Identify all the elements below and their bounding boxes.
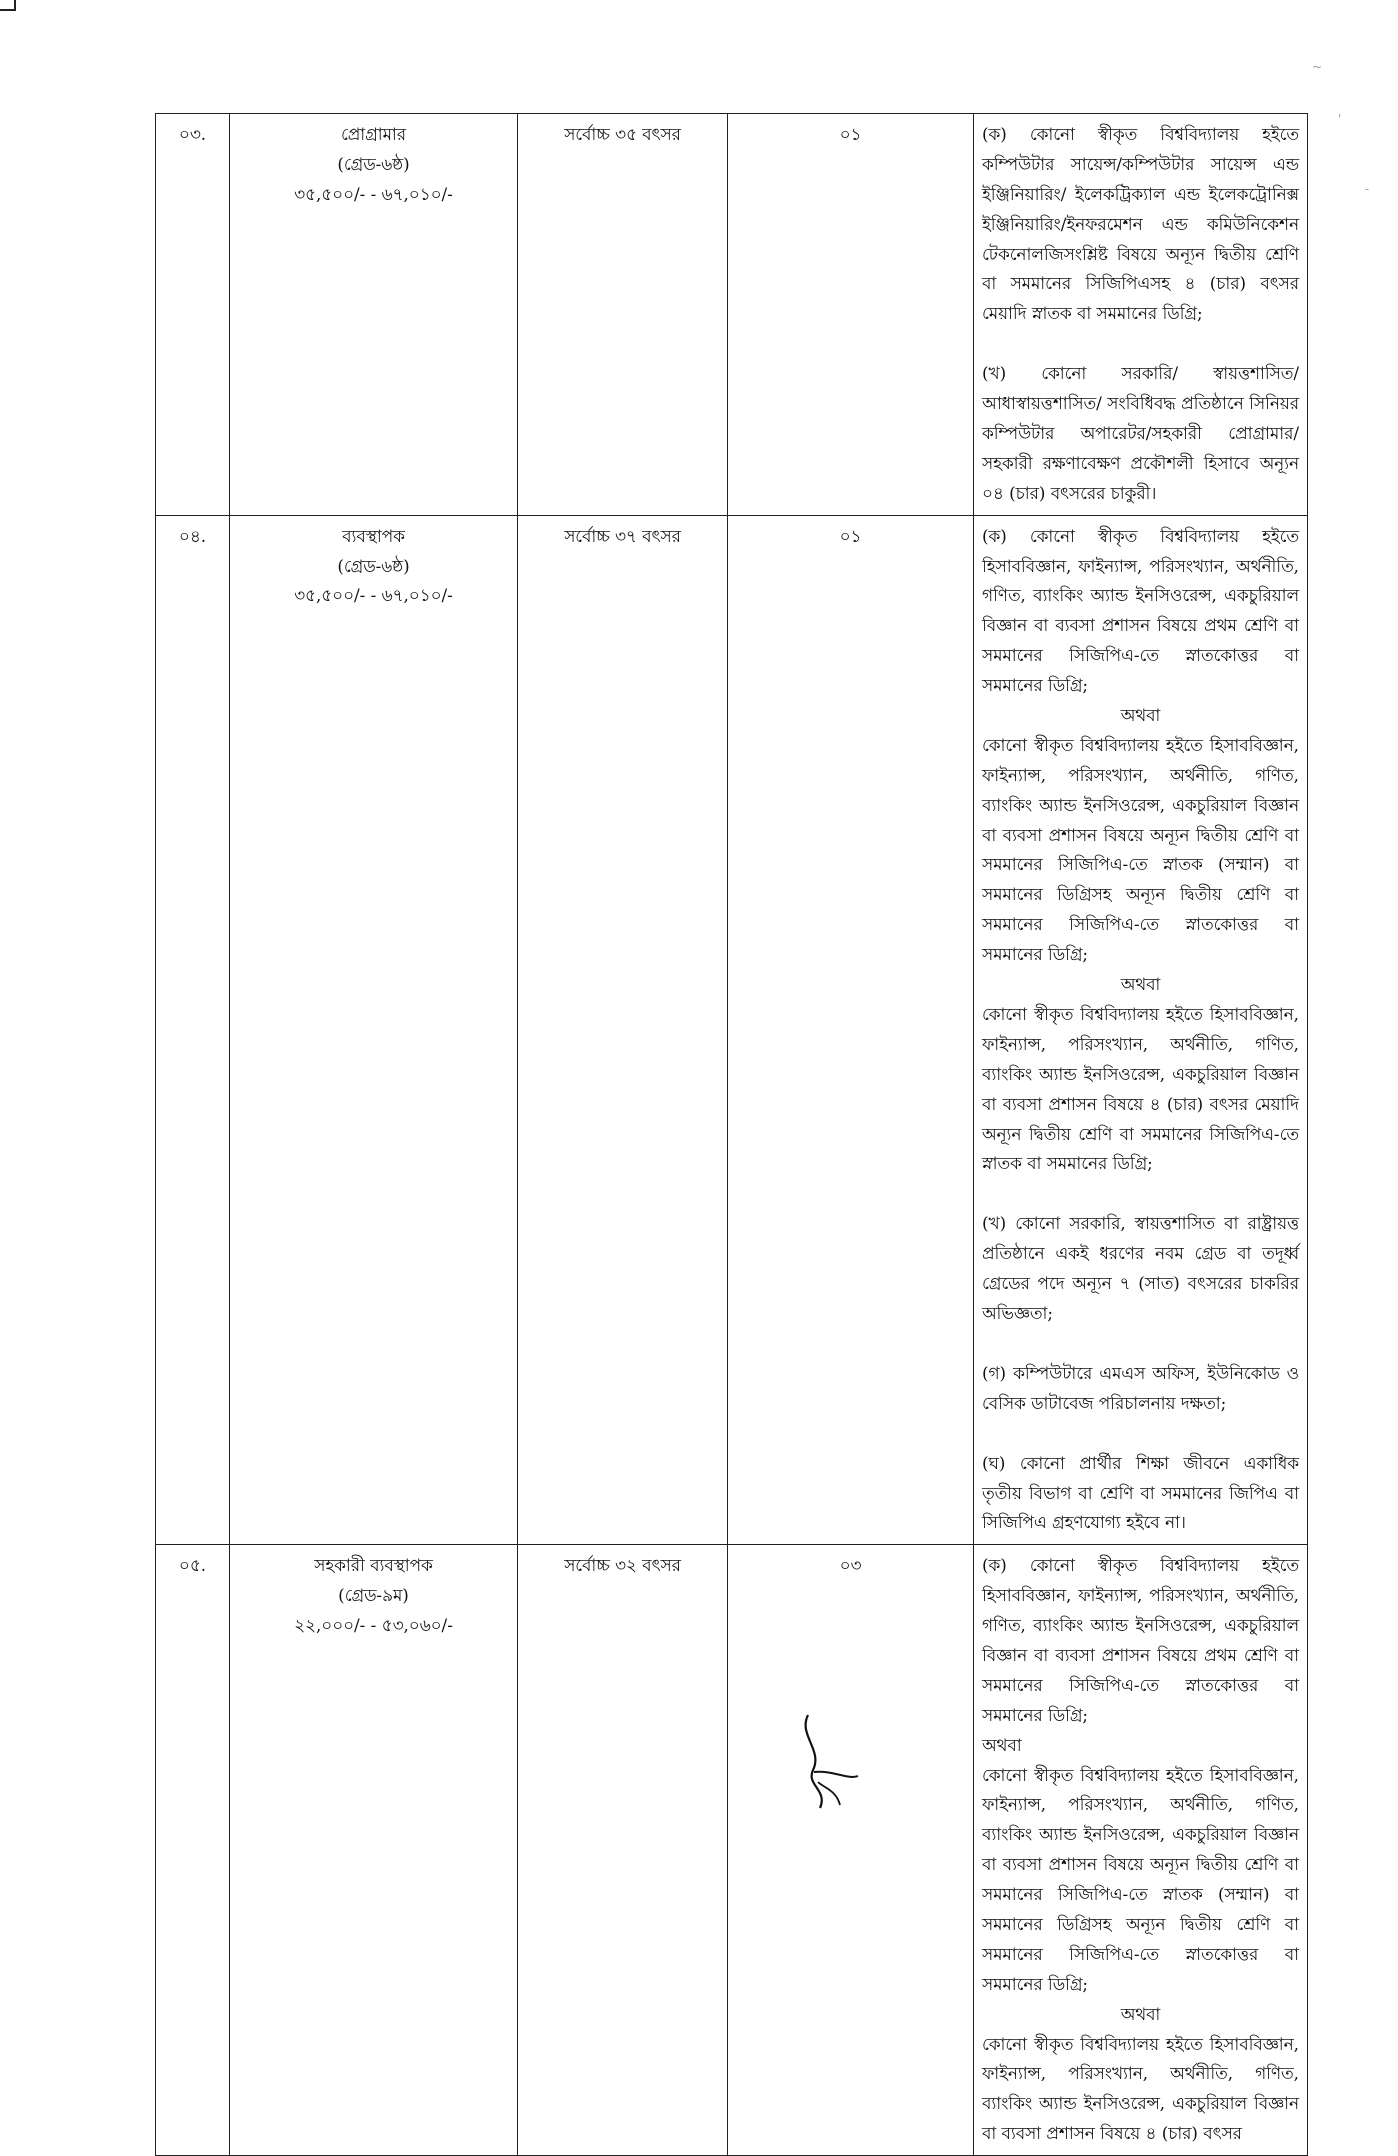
- qualification-item: (গ) কম্পিউটারে এমএস অফিস, ইউনিকোড ও বেসিক ডাটাবেজ পরিচালনায় দক্ষতা;: [982, 1362, 1299, 1413]
- post-title: ব্যবস্থাপক: [342, 525, 405, 546]
- or-separator: অথবা: [1120, 705, 1161, 726]
- or-separator: অথবা: [1120, 974, 1161, 995]
- scan-corner-mark: [0, 0, 16, 11]
- post-grade: (গ্রেড-৬ষ্ঠ): [337, 153, 410, 174]
- scan-speck: ~: [1312, 60, 1323, 74]
- qualification-item: (খ) কোনো সরকারি, স্বায়ত্তশাসিত বা রাষ্ট্রায়ত্ত প্রতিষ্ঠানে একই ধরণের নবম গ্রেড বা তদূর্ধ্ব গ্রেডের পদে অন্যূন ৭ (সাত) বৎসরের চাকরির অভিজ্ঞতা;: [982, 1213, 1299, 1323]
- post-pay-scale: ৩৫,৫০০/- - ৬৭,০১০/-: [294, 183, 453, 204]
- post-pay-scale: ২২,০০০/- - ৫৩,০৬০/-: [294, 1615, 453, 1636]
- qualification-item: কোনো স্বীকৃত বিশ্ববিদ্যালয় হইতে হিসাববিজ্ঞান, ফাইন্যান্স, পরিসংখ্যান, অর্থনীতি, গণিত, ব্যাংকিং অ্যান্ড ইনসিওরেন্স, একচুরিয়াল বিজ্ঞান বা ব্যবসা প্রশাসন বিষয়ে অন্যূন দ্বিতীয় শ্রেণি বা সমমানের সিজিপিএ-তে স্নাতক (সম্মান) বা সমমানের ডিগ্রিসহ অন্যূন দ্বিতীয় শ্রেণি বা সমমানের সিজিপিএ-তে স্নাতকোত্তর বা সমমানের ডিগ্রি;: [982, 1764, 1299, 1994]
- post-count-cell: ০১: [728, 114, 974, 516]
- qualification-item: (ক) কোনো স্বীকৃত বিশ্ববিদ্যালয় হইতে কম্পিউটার সায়েন্স/কম্পিউটার সায়েন্স এন্ড ইঞ্জিনিয়ারিং/ ইলেকট্রিক্যাল এন্ড ইলেকট্রোনিক্স ইঞ্জিনিয়ারিং/ইনফরমেশন এন্ড কমিউনিকেশন টেকনোলজিসংশ্লিষ্ট বিষয়ে অন্যূন দ্বিতীয় শ্রেণি বা সমমানের সিজিপিএসহ ৪ (চার) বৎসর মেয়াদি স্নাতক বা সমমানের ডিগ্রি;: [982, 124, 1299, 324]
- post-title: সহকারী ব্যবস্থাপক: [314, 1555, 433, 1576]
- qualification-item: (ক) কোনো স্বীকৃত বিশ্ববিদ্যালয় হইতে হিসাববিজ্ঞান, ফাইন্যান্স, পরিসংখ্যান, অর্থনীতি, গণিত, ব্যাংকিং অ্যান্ড ইনসিওরেন্স, একচুরিয়াল বিজ্ঞান বা ব্যবসা প্রশাসন বিষয়ে প্রথম শ্রেণি বা সমমানের সিজিপিএ-তে স্নাতকোত্তর বা সমমানের ডিগ্রি;: [982, 1555, 1299, 1725]
- scan-speck: ': [1338, 112, 1342, 126]
- qualification-item: (ক) কোনো স্বীকৃত বিশ্ববিদ্যালয় হইতে হিসাববিজ্ঞান, ফাইন্যান্স, পরিসংখ্যান, অর্থনীতি, গণিত, ব্যাংকিং অ্যান্ড ইনসিওরেন্স, একচুরিয়াল বিজ্ঞান বা ব্যবসা প্রশাসন বিষয়ে প্রথম শ্রেণি বা সমমানের সিজিপিএ-তে স্নাতকোত্তর বা সমমানের ডিগ্রি;: [982, 525, 1299, 696]
- age-limit-cell: সর্বোচ্চ ৩২ বৎসর: [518, 1545, 728, 2156]
- handwritten-signature: [778, 1710, 868, 1809]
- post-grade: (গ্রেড-৯ম): [338, 1585, 409, 1606]
- post-count-cell: ০৩: [728, 1545, 974, 2156]
- qualification-cell: [974, 515, 1308, 1545]
- post-count-cell: ০১: [728, 515, 974, 1545]
- scan-speck: -: [1365, 182, 1370, 196]
- serial-cell: ০৪.: [156, 515, 230, 1545]
- post-cell: [230, 1545, 518, 2156]
- qualification-item: কোনো স্বীকৃত বিশ্ববিদ্যালয় হইতে হিসাববিজ্ঞান, ফাইন্যান্স, পরিসংখ্যান, অর্থনীতি, গণিত, ব্যাংকিং অ্যান্ড ইনসিওরেন্স, একচুরিয়াল বিজ্ঞান বা ব্যবসা প্রশাসন বিষয়ে অন্যূন দ্বিতীয় শ্রেণি বা সমমানের সিজিপিএ-তে স্নাতক (সম্মান) বা সমমানের ডিগ্রিসহ অন্যূন দ্বিতীয় শ্রেণি বা সমমানের সিজিপিএ-তে স্নাতকোত্তর বা সমমানের ডিগ্রি;: [982, 734, 1299, 965]
- post-cell: [230, 515, 518, 1545]
- qualification-cell: [974, 114, 1308, 516]
- age-limit-cell: সর্বোচ্চ ৩৭ বৎসর: [518, 515, 728, 1545]
- post-title: প্রোগ্রামার: [340, 124, 407, 144]
- or-separator: অথবা: [982, 1734, 1022, 1755]
- qualification-item: (ঘ) কোনো প্রার্থীর শিক্ষা জীবনে একাধিক তৃতীয় বিভাগ বা শ্রেণি বা সমমানের জিপিএ বা সিজিপিএ গ্রহণযোগ্য হইবে না।: [982, 1452, 1299, 1533]
- post-grade: (গ্রেড-৬ষ্ঠ): [337, 555, 410, 576]
- qualification-item: কোনো স্বীকৃত বিশ্ববিদ্যালয় হইতে হিসাববিজ্ঞান, ফাইন্যান্স, পরিসংখ্যান, অর্থনীতি, গণিত, ব্যাংকিং অ্যান্ড ইনসিওরেন্স, একচুরিয়াল বিজ্ঞান বা ব্যবসা প্রশাসন বিষয়ে ৪ (চার) বৎসর মেয়াদি অন্যূন দ্বিতীয় শ্রেণি বা সমমানের সিজিপিএ-তে স্নাতক বা সমমানের ডিগ্রি;: [982, 1003, 1299, 1174]
- post-cell: [230, 114, 518, 516]
- qualification-item: (খ) কোনো সরকারি/ স্বায়ত্তশাসিত/ আধাস্বায়ত্তশাসিত/ সংবিধিবদ্ধ প্রতিষ্ঠানে সিনিয়র কম্পিউটার অপারেটর/সহকারী প্রোগ্রামার/সহকারী রক্ষণাবেক্ষণ প্রকৌশলী হিসাবে অন্যূন ০৪ (চার) বৎসরের চাকুরী।: [982, 363, 1299, 503]
- serial-cell: ০৫.: [156, 1545, 230, 2156]
- age-limit-cell: সর্বোচ্চ ৩৫ বৎসর: [518, 114, 728, 516]
- or-separator: অথবা: [1120, 2003, 1161, 2024]
- qualification-item: কোনো স্বীকৃত বিশ্ববিদ্যালয় হইতে হিসাববিজ্ঞান, ফাইন্যান্স, পরিসংখ্যান, অর্থনীতি, গণিত, ব্যাংকিং অ্যান্ড ইনসিওরেন্স, একচুরিয়াল বিজ্ঞান বা ব্যবসা প্রশাসন বিষয়ে ৪ (চার) বৎসর: [982, 2033, 1299, 2144]
- serial-cell: ০৩.: [156, 114, 230, 516]
- table-row: [156, 515, 1308, 1545]
- job-circular-table: [155, 113, 1308, 2156]
- table-row: [156, 114, 1308, 516]
- qualification-cell: [974, 1545, 1308, 2156]
- post-pay-scale: ৩৫,৫০০/- - ৬৭,০১০/-: [294, 585, 453, 606]
- table-row: [156, 1545, 1308, 2156]
